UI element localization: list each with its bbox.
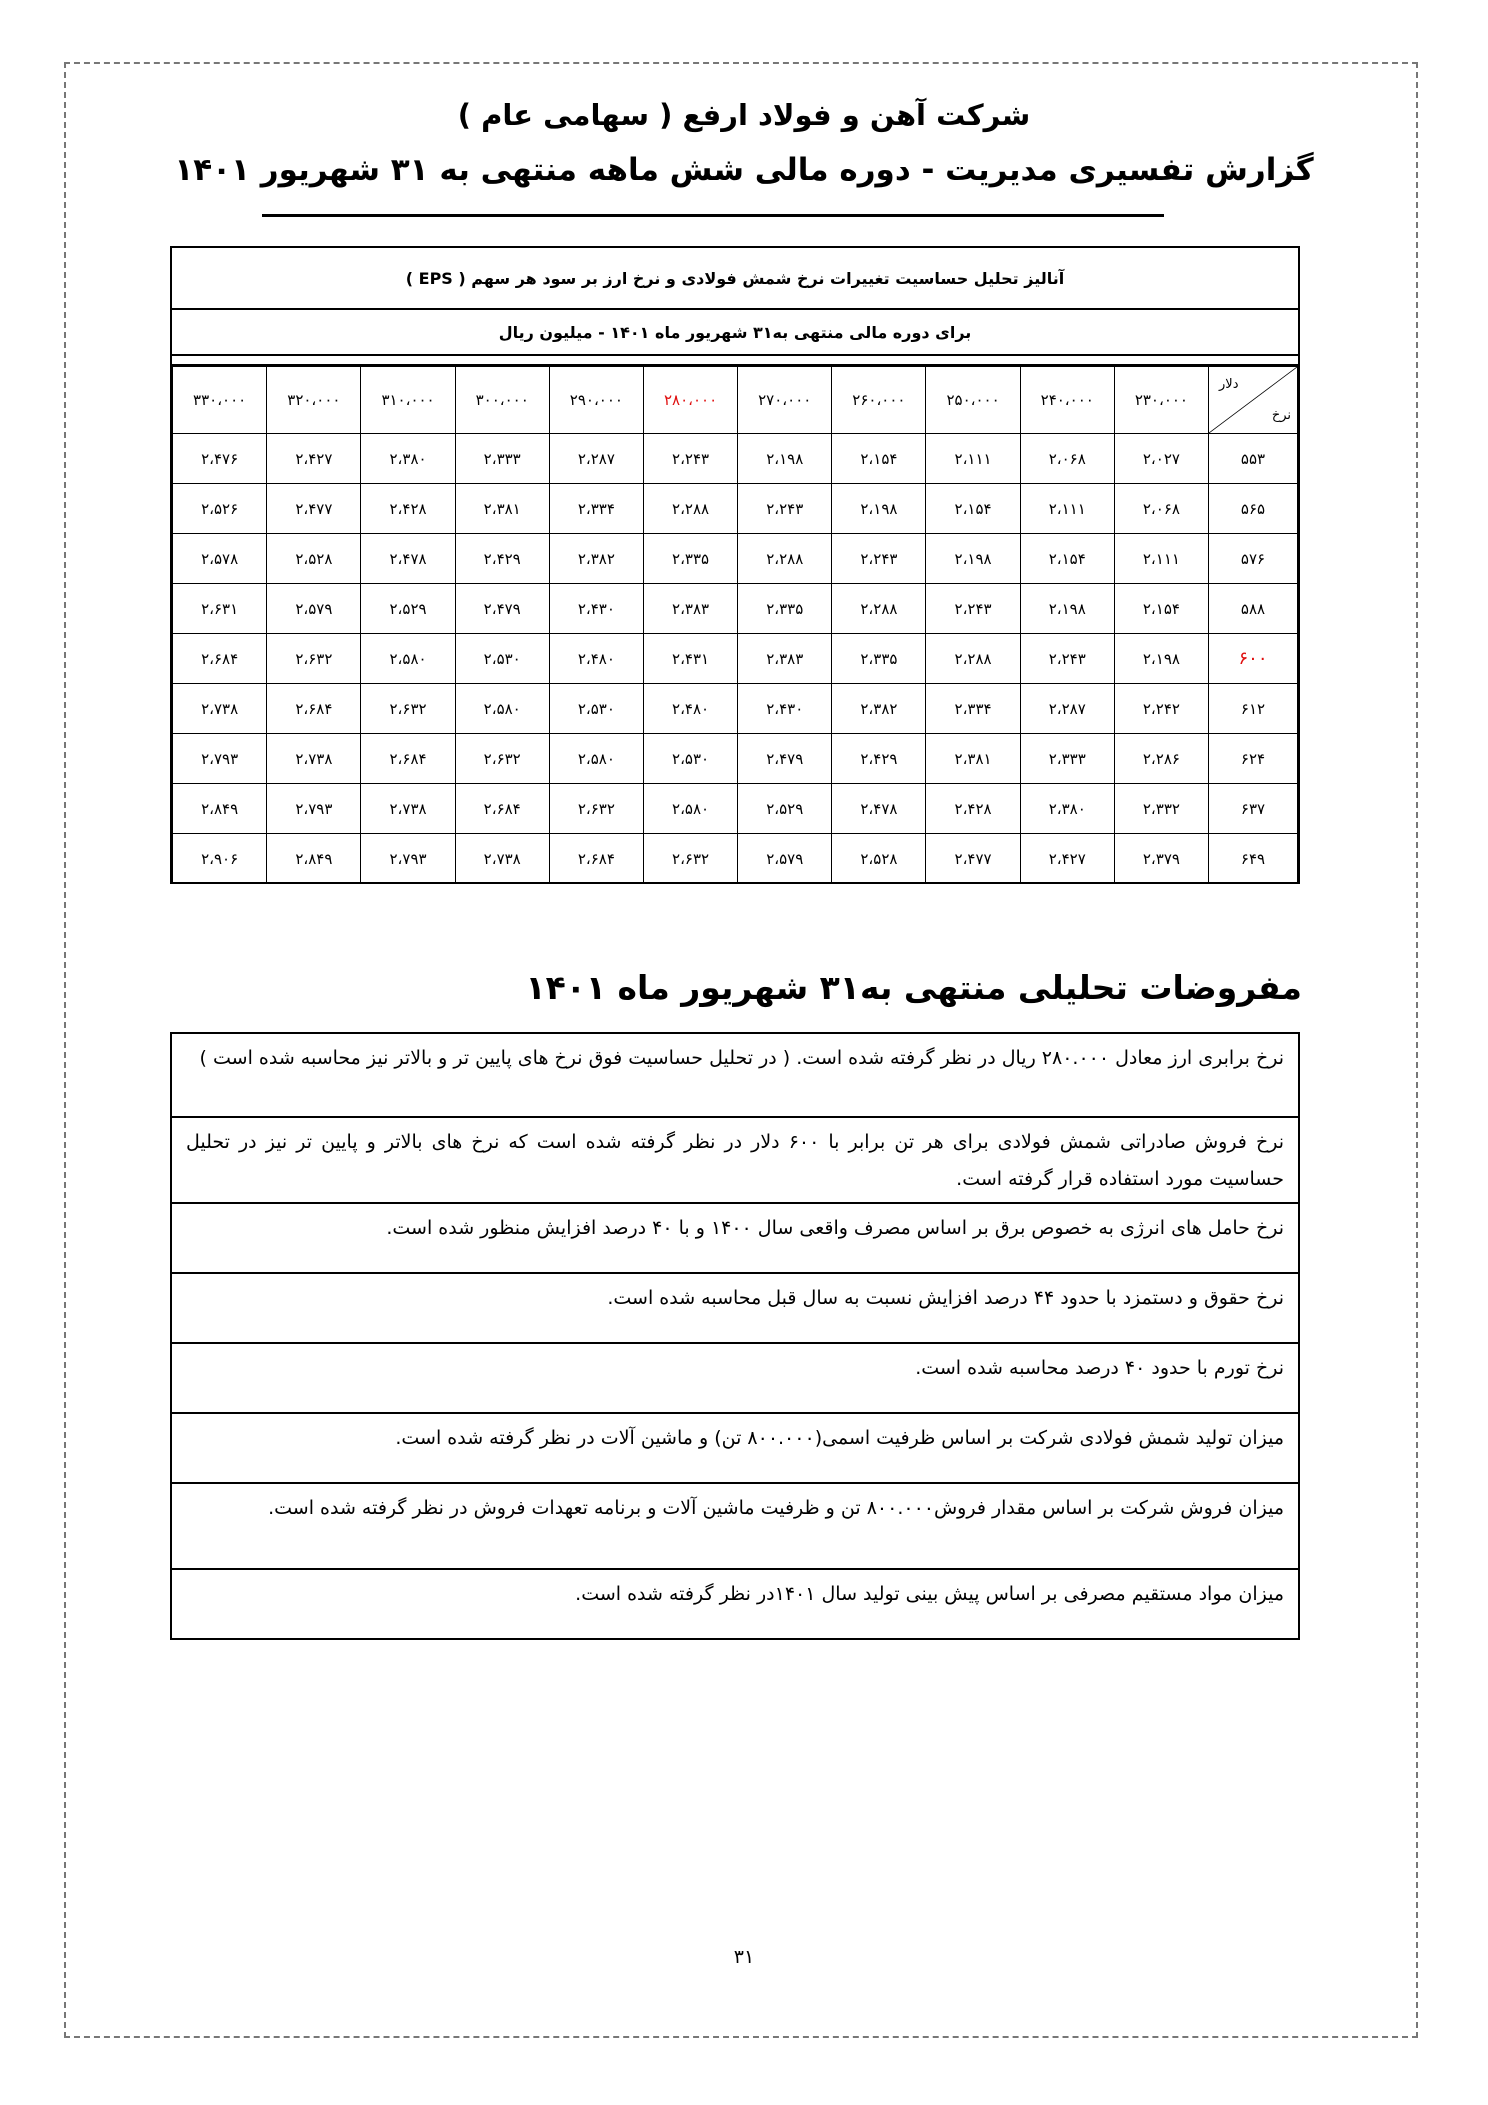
table-cell: ۲،۷۳۸ [361, 784, 455, 834]
table-cell: ۲،۶۳۲ [267, 634, 361, 684]
table-cell: ۲،۱۱۱ [926, 434, 1020, 484]
table-cell: ۲،۳۳۵ [643, 534, 737, 584]
table-cell: ۲،۴۷۶ [173, 434, 267, 484]
table-cell: ۲،۳۸۲ [549, 534, 643, 584]
table-cell: ۲،۳۸۲ [832, 684, 926, 734]
row-rate: ۶۳۷ [1209, 784, 1298, 834]
table-cell: ۲،۶۳۲ [361, 684, 455, 734]
assumption-item: نرخ برابری ارز معادل ۲۸۰.۰۰۰ ریال در نظر گرفته شده است. ( در تحلیل حساسیت فوق نرخ های پایین تر و بالاتر نیز محاسبه شده است ) [170, 1032, 1300, 1118]
table-cell: ۲،۴۲۸ [361, 484, 455, 534]
table-cell: ۲،۳۸۰ [1020, 784, 1114, 834]
table-cell: ۲،۲۴۳ [643, 434, 737, 484]
table-cell: ۲،۶۸۴ [549, 834, 643, 884]
table-cell: ۲،۷۳۸ [267, 734, 361, 784]
table-cell: ۲،۳۸۳ [643, 584, 737, 634]
table-cell: ۲،۶۸۴ [455, 784, 549, 834]
table-cell: ۲،۳۸۱ [926, 734, 1020, 784]
sensitivity-table [170, 246, 1300, 884]
table-cell: ۲،۲۸۷ [1020, 684, 1114, 734]
row-rate: ۶۴۹ [1209, 834, 1298, 884]
table-cell: ۲،۲۸۶ [1114, 734, 1208, 784]
table-row [173, 634, 1298, 684]
table-cell: ۲،۱۱۱ [1020, 484, 1114, 534]
table-cell: ۲،۱۵۴ [832, 434, 926, 484]
column-header: ۲۷۰،۰۰۰ [738, 367, 832, 434]
table-cell: ۲،۵۷۹ [267, 584, 361, 634]
table-cell: ۲،۲۸۷ [549, 434, 643, 484]
table-cell: ۲،۶۳۱ [173, 584, 267, 634]
table-cell: ۲،۴۲۸ [926, 784, 1020, 834]
column-header: ۲۴۰،۰۰۰ [1020, 367, 1114, 434]
table-cell: ۲،۲۴۳ [738, 484, 832, 534]
table-row [173, 584, 1298, 634]
table-cell: ۲،۳۳۴ [549, 484, 643, 534]
assumptions-title: مفروضات تحلیلی منتهی به۳۱ شهریور ماه ۱۴۰۱ [525, 968, 1302, 1007]
table-cell: ۲،۳۳۳ [1020, 734, 1114, 784]
table-cell: ۲،۵۸۰ [361, 634, 455, 684]
table-cell: ۲،۹۰۶ [173, 834, 267, 884]
table-row [173, 734, 1298, 784]
table-cell: ۲،۲۸۸ [643, 484, 737, 534]
table-cell: ۲،۱۱۱ [1114, 534, 1208, 584]
table-row [173, 784, 1298, 834]
table-cell: ۲،۶۳۲ [549, 784, 643, 834]
table-cell: ۲،۳۳۴ [926, 684, 1020, 734]
table-cell: ۲،۴۷۸ [832, 784, 926, 834]
row-rate: ۵۶۵ [1209, 484, 1298, 534]
table-row [173, 434, 1298, 484]
table-cell: ۲،۵۸۰ [549, 734, 643, 784]
assumption-item: نرخ حقوق و دستمزد با حدود ۴۴ درصد افزایش نسبت به سال قبل محاسبه شده است. [170, 1274, 1300, 1344]
table-cell: ۲،۰۶۸ [1020, 434, 1114, 484]
table-cell: ۲،۴۲۷ [1020, 834, 1114, 884]
column-header: ۲۸۰،۰۰۰ [643, 367, 737, 434]
table-row [173, 834, 1298, 884]
assumption-item: نرخ حامل های انرژی به خصوص برق بر اساس مصرف واقعی سال ۱۴۰۰ و با ۴۰ درصد افزایش منظور شده است. [170, 1204, 1300, 1274]
table-cell: ۲،۷۹۳ [361, 834, 455, 884]
table-cell: ۲،۳۳۲ [1114, 784, 1208, 834]
company-title: شرکت آهن و فولاد ارفع ( سهامی عام ) [457, 98, 1031, 132]
table-cell: ۲،۷۳۸ [173, 684, 267, 734]
assumption-item: میزان فروش شرکت بر اساس مقدار فروش۸۰۰.۰۰۰ تن و ظرفیت ماشین آلات و برنامه تعهدات فروش در نظر گرفته شده است. [170, 1484, 1300, 1570]
table-cell: ۲،۵۷۹ [738, 834, 832, 884]
table-spacer [172, 356, 1298, 366]
row-rate: ۵۸۸ [1209, 584, 1298, 634]
table-cell: ۲،۵۲۹ [361, 584, 455, 634]
table-cell: ۲،۶۳۲ [643, 834, 737, 884]
row-rate: ۶۰۰ [1209, 634, 1298, 684]
table-cell: ۲،۶۸۴ [173, 634, 267, 684]
table-cell: ۲،۵۲۹ [738, 784, 832, 834]
table-cell: ۲،۵۸۰ [643, 784, 737, 834]
row-rate: ۶۲۴ [1209, 734, 1298, 784]
column-header: ۳۱۰،۰۰۰ [361, 367, 455, 434]
assumption-item: نرخ تورم با حدود ۴۰ درصد محاسبه شده است. [170, 1344, 1300, 1414]
table-cell: ۲،۴۳۰ [549, 584, 643, 634]
assumptions-table [170, 1032, 1300, 1640]
table-cell: ۲،۵۲۶ [173, 484, 267, 534]
table-cell: ۲،۴۷۹ [455, 584, 549, 634]
sensitivity-grid [172, 366, 1298, 884]
table-cell: ۲،۵۳۰ [643, 734, 737, 784]
table-cell: ۲،۰۲۷ [1114, 434, 1208, 484]
table-cell: ۲،۱۵۴ [1020, 534, 1114, 584]
table-cell: ۲،۰۶۸ [1114, 484, 1208, 534]
table-cell: ۲،۳۸۰ [361, 434, 455, 484]
row-rate: ۵۷۶ [1209, 534, 1298, 584]
table-cell: ۲،۴۷۷ [926, 834, 1020, 884]
table-cell: ۲،۶۸۴ [267, 684, 361, 734]
column-header: ۲۳۰،۰۰۰ [1114, 367, 1208, 434]
table-cell: ۲،۳۳۵ [738, 584, 832, 634]
sensitivity-title: آنالیز تحلیل حساسیت تغییرات نرخ شمش فولادی و نرخ ارز بر سود هر سهم ( EPS ) [172, 248, 1298, 310]
table-row [173, 684, 1298, 734]
grid-header-row [173, 367, 1298, 434]
column-header: ۲۵۰،۰۰۰ [926, 367, 1020, 434]
table-cell: ۲،۵۲۸ [267, 534, 361, 584]
page-number: ۳۱ [733, 1946, 755, 1968]
table-cell: ۲،۷۹۳ [267, 784, 361, 834]
table-cell: ۲،۶۸۴ [361, 734, 455, 784]
table-cell: ۲،۴۷۹ [738, 734, 832, 784]
table-cell: ۲،۴۷۷ [267, 484, 361, 534]
table-cell: ۲،۷۹۳ [173, 734, 267, 784]
corner-cell [1209, 367, 1298, 434]
table-cell: ۲،۲۸۸ [738, 534, 832, 584]
column-header: ۳۳۰،۰۰۰ [173, 367, 267, 434]
table-cell: ۲،۷۳۸ [455, 834, 549, 884]
corner-dollar-label: دلار [1219, 377, 1239, 392]
table-row [173, 484, 1298, 534]
table-cell: ۲،۱۹۸ [832, 484, 926, 534]
table-cell: ۲،۴۷۸ [361, 534, 455, 584]
table-cell: ۲،۱۹۸ [738, 434, 832, 484]
table-cell: ۲،۴۲۹ [455, 534, 549, 584]
report-title: گزارش تفسیری مدیریت - دوره مالی شش ماهه منتهی به ۳۱ شهریور ۱۴۰۱ [174, 152, 1314, 188]
table-cell: ۲،۴۲۷ [267, 434, 361, 484]
table-cell: ۲،۲۴۳ [926, 584, 1020, 634]
table-cell: ۲،۱۵۴ [926, 484, 1020, 534]
table-cell: ۲،۳۳۵ [832, 634, 926, 684]
table-cell: ۲،۵۳۰ [549, 684, 643, 734]
table-cell: ۲،۱۹۸ [1114, 634, 1208, 684]
table-row [173, 534, 1298, 584]
table-cell: ۲،۸۴۹ [173, 784, 267, 834]
title-rule [262, 214, 1164, 217]
table-cell: ۲،۴۲۹ [832, 734, 926, 784]
sensitivity-subtitle: برای دوره مالی منتهی به۳۱ شهریور ماه ۱۴۰۱ - میلیون ریال [172, 310, 1298, 356]
table-cell: ۲،۳۸۳ [738, 634, 832, 684]
table-cell: ۲،۵۳۰ [455, 634, 549, 684]
column-header: ۳۰۰،۰۰۰ [455, 367, 549, 434]
table-cell: ۲،۱۹۸ [926, 534, 1020, 584]
table-cell: ۲،۴۸۰ [549, 634, 643, 684]
assumption-item: میزان تولید شمش فولادی شرکت بر اساس ظرفیت اسمی(۸۰۰.۰۰۰ تن) و ماشین آلات در نظر گرفته شده است. [170, 1414, 1300, 1484]
table-cell: ۲،۲۴۳ [1020, 634, 1114, 684]
table-cell: ۲،۳۸۱ [455, 484, 549, 534]
table-cell: ۲،۸۴۹ [267, 834, 361, 884]
table-cell: ۲،۴۸۰ [643, 684, 737, 734]
column-header: ۳۲۰،۰۰۰ [267, 367, 361, 434]
table-cell: ۲،۵۲۸ [832, 834, 926, 884]
row-rate: ۶۱۲ [1209, 684, 1298, 734]
row-rate: ۵۵۳ [1209, 434, 1298, 484]
corner-rate-label: نرخ [1271, 408, 1291, 423]
table-cell: ۲،۶۳۲ [455, 734, 549, 784]
table-cell: ۲،۲۸۸ [832, 584, 926, 634]
table-cell: ۲،۴۳۱ [643, 634, 737, 684]
table-cell: ۲،۳۳۳ [455, 434, 549, 484]
column-header: ۲۹۰،۰۰۰ [549, 367, 643, 434]
assumption-item: میزان مواد مستقیم مصرفی بر اساس پیش بینی تولید سال ۱۴۰۱در نظر گرفته شده است. [170, 1570, 1300, 1640]
table-cell: ۲،۲۴۳ [832, 534, 926, 584]
assumption-item: نرخ فروش صادراتی شمش فولادی برای هر تن برابر با ۶۰۰ دلار در نظر گرفته شده است که نرخ های بالاتر و پایین تر نیز در تحلیل حساسیت مورد استفاده قرار گرفته است. [170, 1118, 1300, 1204]
table-cell: ۲،۲۸۸ [926, 634, 1020, 684]
table-cell: ۲،۱۵۴ [1114, 584, 1208, 634]
column-header: ۲۶۰،۰۰۰ [832, 367, 926, 434]
table-cell: ۲،۵۷۸ [173, 534, 267, 584]
table-cell: ۲،۴۳۰ [738, 684, 832, 734]
table-cell: ۲،۵۸۰ [455, 684, 549, 734]
table-cell: ۲،۳۷۹ [1114, 834, 1208, 884]
table-cell: ۲،۱۹۸ [1020, 584, 1114, 634]
table-cell: ۲،۲۴۲ [1114, 684, 1208, 734]
